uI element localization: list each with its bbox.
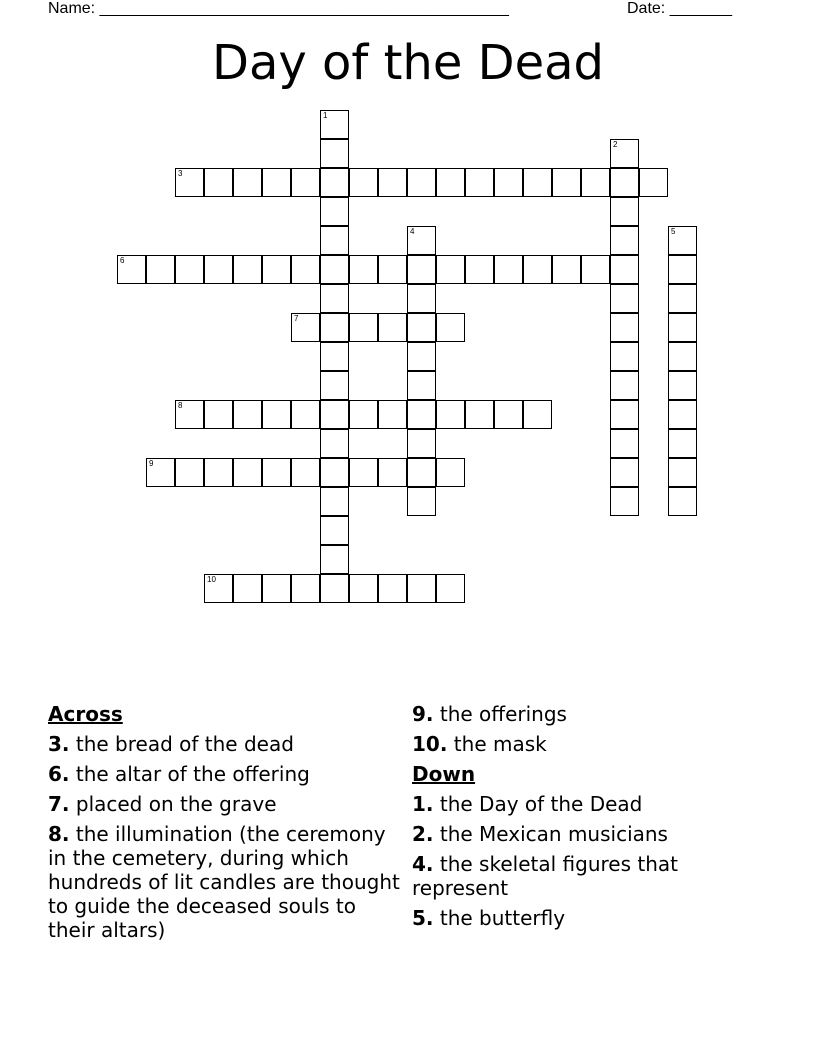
grid-cell: [436, 400, 465, 429]
grid-cell: [378, 168, 407, 197]
clue-text: the butterfly: [439, 906, 566, 930]
grid-cell: [262, 168, 291, 197]
clue-across-8: [48, 822, 408, 942]
grid-cell: [436, 313, 465, 342]
clue-across-3: [48, 732, 408, 756]
grid-cell: [262, 255, 291, 284]
clue-number: 5.: [412, 906, 434, 930]
grid-cell: [610, 284, 639, 313]
grid-cell: [436, 168, 465, 197]
grid-cell: [262, 458, 291, 487]
clues-column-left: [48, 702, 408, 948]
grid-cell: [320, 139, 349, 168]
grid-cell: [320, 487, 349, 516]
clue-down-5: [412, 906, 772, 930]
grid-cell: [436, 458, 465, 487]
grid-cell: [465, 168, 494, 197]
grid-cell: [610, 168, 639, 197]
grid-cell: [175, 168, 204, 197]
grid-cell: [378, 400, 407, 429]
grid-cell: [436, 574, 465, 603]
grid-cell: [523, 400, 552, 429]
grid-cell: [668, 371, 697, 400]
clue-number: 7.: [48, 792, 70, 816]
grid-cell: [262, 400, 291, 429]
grid-cell: [175, 400, 204, 429]
grid-cell: [320, 400, 349, 429]
clue-number: 6.: [48, 762, 70, 786]
date-field-line: Date: _______: [627, 0, 732, 17]
grid-cell: [378, 458, 407, 487]
grid-cell: [204, 400, 233, 429]
grid-cell: [233, 458, 262, 487]
grid-cell: [204, 574, 233, 603]
clue-text: the offerings: [439, 702, 567, 726]
grid-cell: [407, 255, 436, 284]
grid-cell: [668, 313, 697, 342]
grid-cell: [610, 487, 639, 516]
grid-cell: [291, 574, 320, 603]
clue-number-label: 10: [207, 575, 216, 584]
grid-cell: [581, 255, 610, 284]
grid-cell: [349, 574, 378, 603]
grid-cell: [494, 400, 523, 429]
grid-cell: [204, 168, 233, 197]
clue-number: 3.: [48, 732, 70, 756]
clue-number: 9.: [412, 702, 434, 726]
grid-cell: [291, 458, 320, 487]
grid-cell: [668, 429, 697, 458]
clue-number-label: 9: [149, 459, 154, 468]
grid-cell: [668, 458, 697, 487]
grid-cell: [639, 168, 668, 197]
grid-cell: [407, 574, 436, 603]
grid-cell: [378, 574, 407, 603]
clue-text: the Day of the Dead: [439, 792, 643, 816]
clue-across-6: [48, 762, 408, 786]
grid-cell: [610, 313, 639, 342]
clue-number-label: 5: [671, 227, 676, 236]
grid-cell: [233, 255, 262, 284]
clue-text: the bread of the dead: [75, 732, 294, 756]
grid-cell: [407, 168, 436, 197]
grid-cell: [407, 284, 436, 313]
grid-cell: [668, 226, 697, 255]
clue-number: 10.: [412, 732, 448, 756]
grid-cell: [552, 255, 581, 284]
grid-cell: [668, 487, 697, 516]
clue-number-label: 3: [178, 169, 183, 178]
grid-cell: [610, 371, 639, 400]
grid-cell: [610, 429, 639, 458]
grid-cell: [610, 342, 639, 371]
grid-cell: [349, 255, 378, 284]
grid-cell: [320, 255, 349, 284]
clue-number: 4.: [412, 852, 434, 876]
grid-cell: [291, 400, 320, 429]
clue-down-4: [412, 852, 772, 900]
grid-cell: [320, 342, 349, 371]
grid-cell: [349, 400, 378, 429]
grid-cell: [320, 226, 349, 255]
grid-cell: [262, 574, 291, 603]
grid-cell: [349, 313, 378, 342]
grid-cell: [407, 313, 436, 342]
grid-cell: [610, 226, 639, 255]
grid-cell: [233, 574, 262, 603]
clue-text: the illumination (the ceremony in the cemetery, during which hundreds of lit candles are thought to guide the deceased souls to their altars): [48, 822, 400, 942]
clue-number: 2.: [412, 822, 434, 846]
grid-cell: [378, 255, 407, 284]
grid-cell: [204, 255, 233, 284]
grid-cell: [320, 284, 349, 313]
clue-number-label: 7: [294, 314, 299, 323]
grid-cell: [320, 110, 349, 139]
clue-number-label: 4: [410, 227, 415, 236]
grid-cell: [320, 545, 349, 574]
grid-cell: [552, 168, 581, 197]
clue-across-7: [48, 792, 408, 816]
clue-across-10: [412, 732, 772, 756]
grid-cell: [436, 255, 465, 284]
grid-cell: [668, 255, 697, 284]
clue-number: 1.: [412, 792, 434, 816]
grid-cell: [349, 458, 378, 487]
grid-cell: [320, 313, 349, 342]
grid-cell: [407, 226, 436, 255]
grid-cell: [233, 168, 262, 197]
grid-cell: [117, 255, 146, 284]
clue-number-label: 6: [120, 256, 125, 265]
grid-cell: [668, 284, 697, 313]
clue-number-label: 8: [178, 401, 183, 410]
grid-cell: [349, 168, 378, 197]
grid-cell: [407, 487, 436, 516]
grid-cell: [523, 255, 552, 284]
grid-cell: [320, 458, 349, 487]
grid-cell: [581, 168, 610, 197]
grid-cell: [465, 255, 494, 284]
grid-cell: [610, 400, 639, 429]
clues-column-right: [412, 702, 772, 936]
name-field-line: Name: ______________________________________________: [48, 0, 509, 17]
grid-cell: [320, 574, 349, 603]
clue-down-2: [412, 822, 772, 846]
grid-cell: [465, 400, 494, 429]
grid-cell: [610, 255, 639, 284]
grid-cell: [610, 197, 639, 226]
grid-cell: [407, 458, 436, 487]
clue-number-label: 2: [613, 140, 618, 149]
grid-cell: [175, 255, 204, 284]
clue-number: 8.: [48, 822, 70, 846]
grid-cell: [291, 168, 320, 197]
grid-cell: [407, 400, 436, 429]
grid-cell: [407, 429, 436, 458]
down-heading: Down: [412, 762, 476, 786]
grid-cell: [146, 255, 175, 284]
grid-cell: [291, 313, 320, 342]
across-heading: Across: [48, 702, 123, 726]
clue-text: the Mexican musicians: [439, 822, 668, 846]
grid-cell: [610, 458, 639, 487]
clue-text: placed on the grave: [75, 792, 277, 816]
grid-cell: [668, 400, 697, 429]
grid-cell: [291, 255, 320, 284]
grid-cell: [494, 255, 523, 284]
grid-cell: [320, 197, 349, 226]
grid-cell: [320, 516, 349, 545]
grid-cell: [407, 371, 436, 400]
grid-cell: [668, 342, 697, 371]
grid-cell: [494, 168, 523, 197]
clue-text: the skeletal figures that represent: [412, 852, 678, 900]
clue-text: the altar of the offering: [75, 762, 310, 786]
grid-cell: [320, 168, 349, 197]
grid-cell: [407, 342, 436, 371]
clue-text: the mask: [453, 732, 547, 756]
grid-cell: [610, 139, 639, 168]
grid-cell: [204, 458, 233, 487]
clue-number-label: 1: [323, 111, 328, 120]
grid-cell: [146, 458, 175, 487]
grid-cell: [523, 168, 552, 197]
grid-cell: [175, 458, 204, 487]
grid-cell: [320, 429, 349, 458]
page-title: Day of the Dead: [212, 35, 604, 91]
grid-cell: [320, 371, 349, 400]
grid-cell: [378, 313, 407, 342]
grid-cell: [233, 400, 262, 429]
clue-across-9: [412, 702, 772, 726]
clue-down-1: [412, 792, 772, 816]
